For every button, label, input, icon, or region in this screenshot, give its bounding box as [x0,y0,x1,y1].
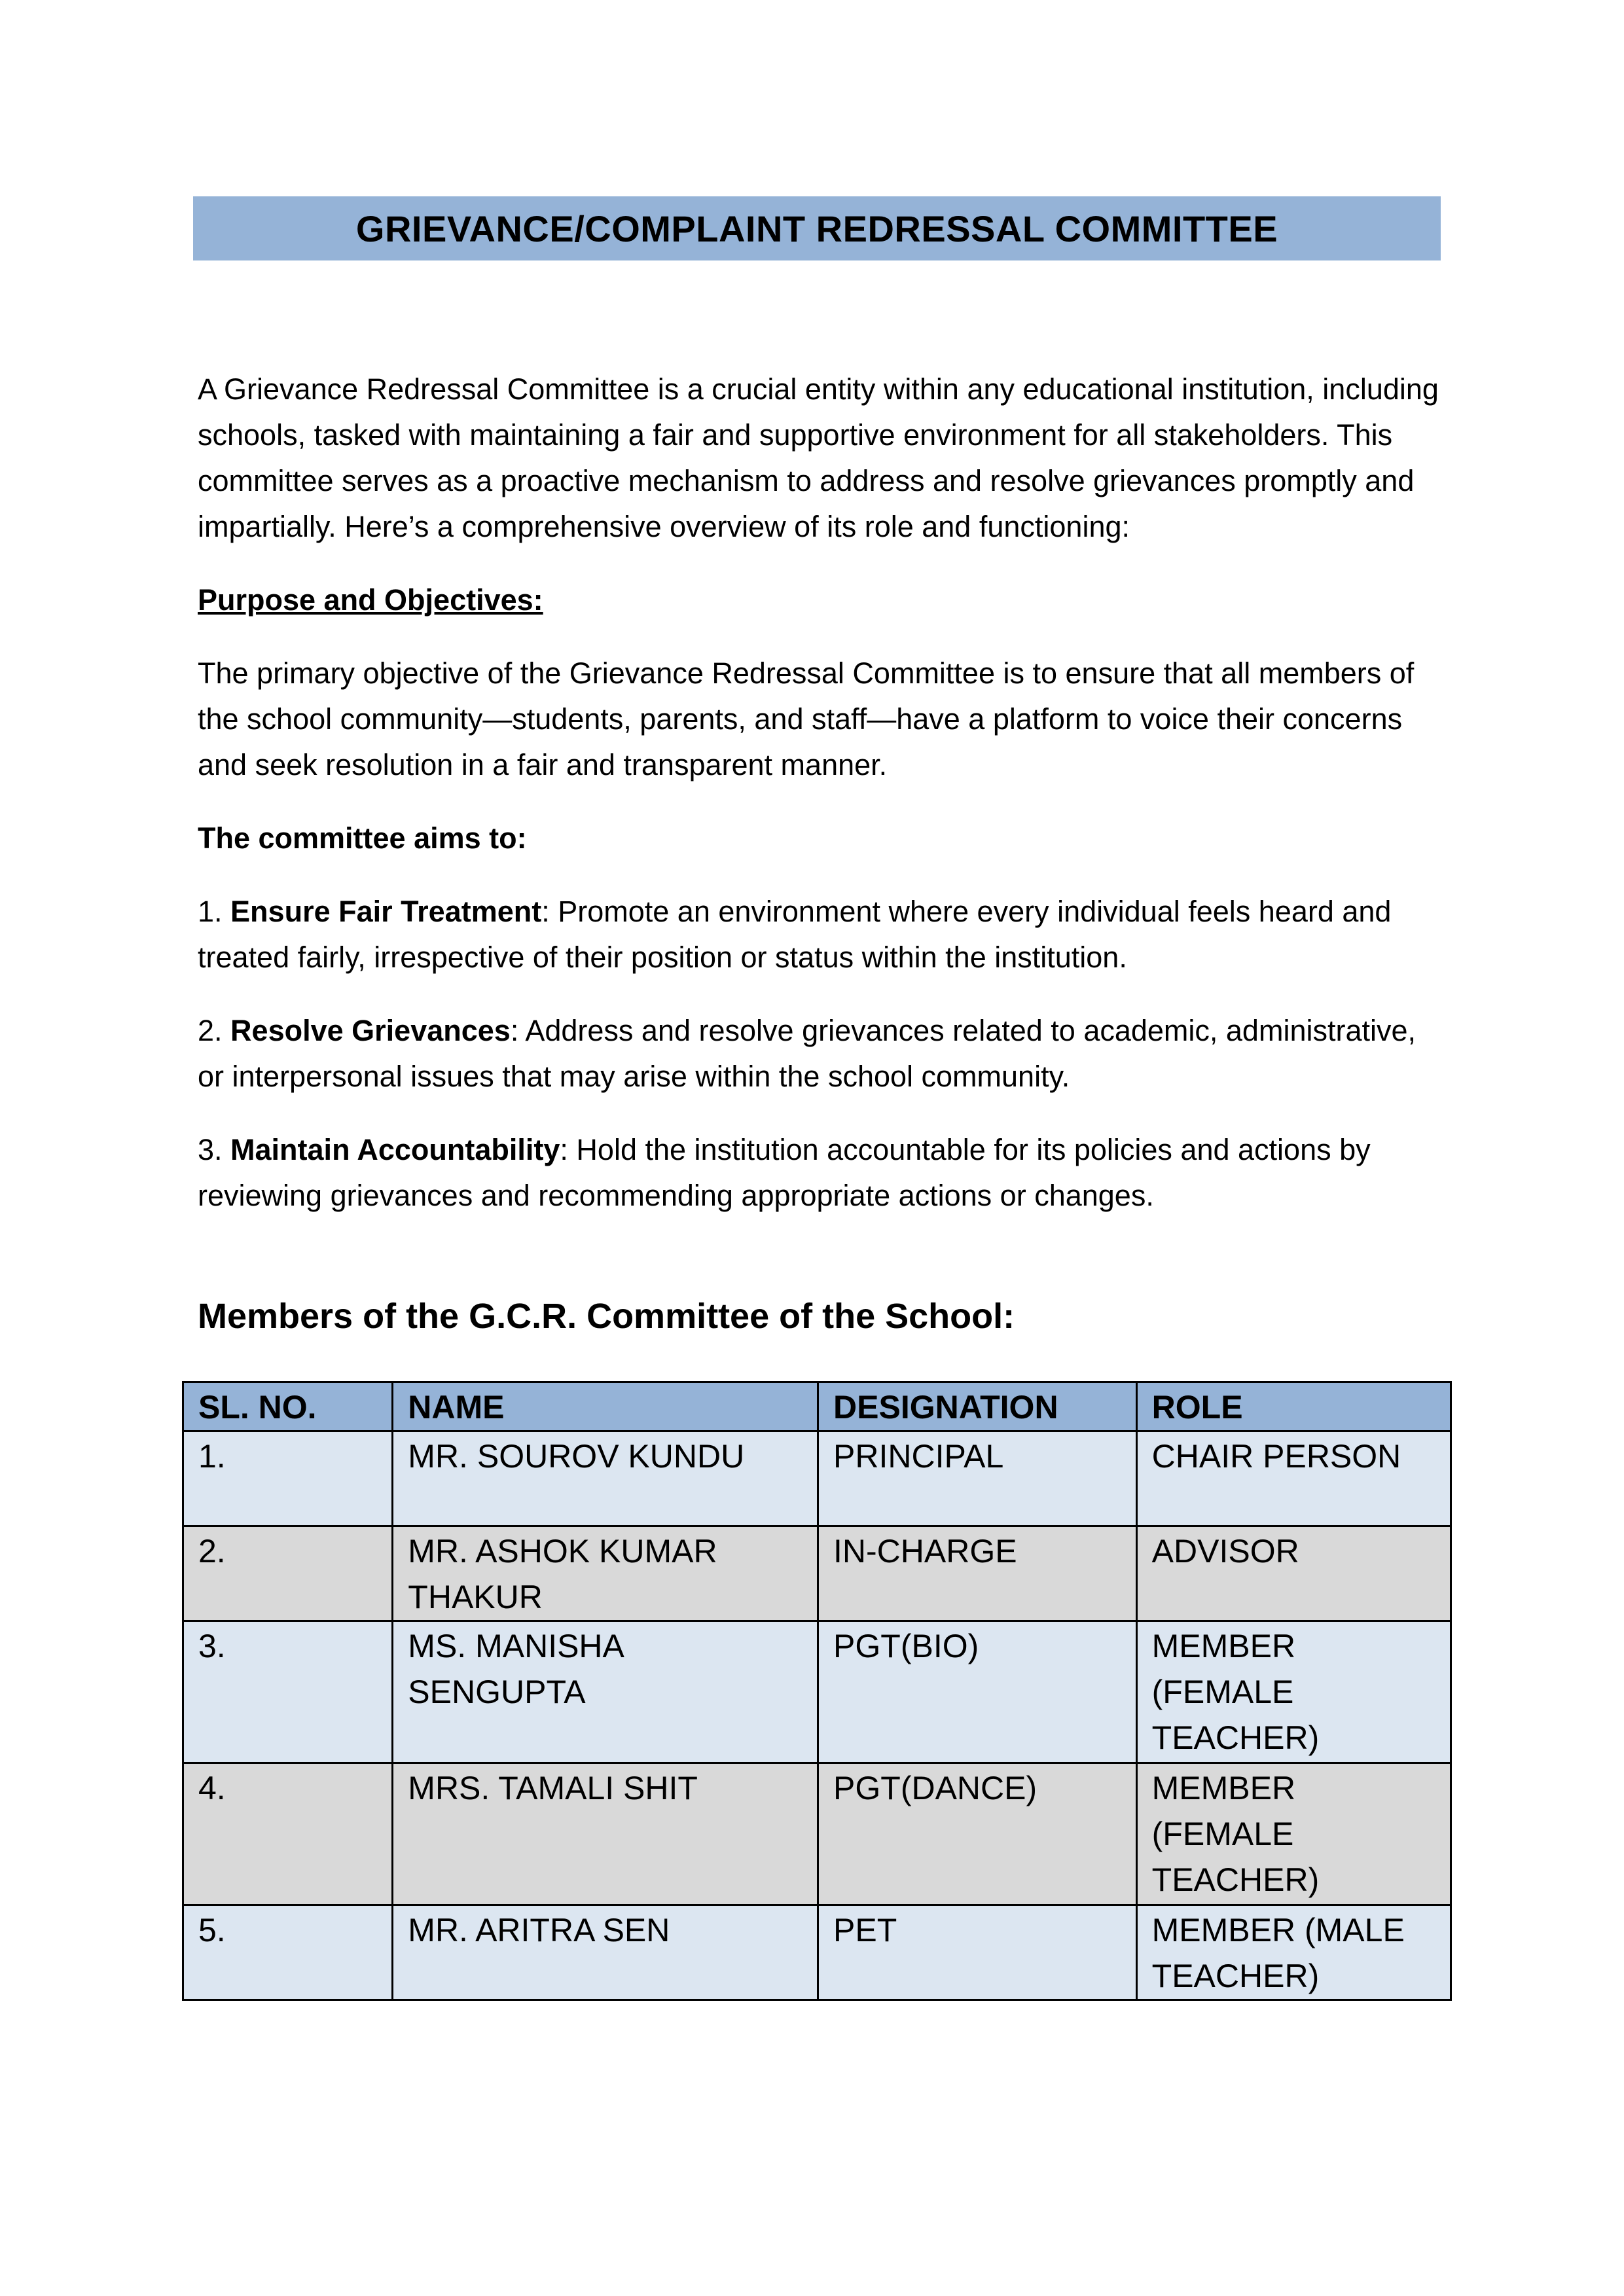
cell-name: MR. ASHOK KUMAR THAKUR [393,1526,818,1621]
members-heading: Members of the G.C.R. Committee of the School: [198,1297,1015,1336]
purpose-paragraph: The primary objective of the Grievance Redressal Committee is to ensure that all members of the school community—students, parents, and staff—have a platform to voice their concerns and seek resolution in a fair and transparent manner. [198,656,1415,781]
cell-sl-no: 3. [183,1621,393,1763]
cell-designation: PGT(DANCE) [818,1763,1137,1905]
header-designation: DESIGNATION [818,1382,1137,1431]
aim-item [198,1008,1441,1100]
aim-number: 3. [198,1133,231,1166]
cell-name: MR. ARITRA SEN [393,1905,818,2000]
header-role: ROLE [1136,1382,1451,1431]
cell-name: MR. SOUROV KUNDU [393,1431,818,1526]
members-table [182,1381,1452,2001]
cell-name: MS. MANISHA SENGUPTA [393,1621,818,1763]
aim-number: 2. [198,1014,231,1047]
table-row [183,1763,1451,1905]
page-title: GRIEVANCE/COMPLAINT REDRESSAL COMMITTEE [355,207,1278,249]
cell-role: MEMBER (MALE TEACHER) [1136,1905,1451,2000]
aim-label: Ensure Fair Treatment [230,895,542,928]
aim-label: Resolve Grievances [230,1014,511,1047]
aims-heading: The committee aims to: [198,821,527,855]
table-header-row [183,1382,1451,1431]
aim-text: : Promote an environment where every individual feels heard and treated fairly, irrespective of their position or status within the institution. [198,895,1392,974]
purpose-heading: Purpose and Objectives: [198,583,543,617]
cell-role: ADVISOR [1136,1526,1451,1621]
intro-paragraph: A Grievance Redressal Committee is a crucial entity within any educational institution, including schools, tasked with maintaining a fair and supportive environment for all stakeholders. This committee serves as a proactive mechanism to address and resolve grievances promptly and impartially. Here’s a comprehensive overview of its role and functioning: [198,372,1439,543]
header-sl-no: SL. NO. [183,1382,393,1431]
page-title-bar [193,196,1441,260]
aim-number: 1. [198,895,231,928]
cell-designation: PRINCIPAL [818,1431,1137,1526]
table-row [183,1526,1451,1621]
cell-sl-no: 4. [183,1763,393,1905]
aim-item [198,889,1441,980]
cell-designation: IN-CHARGE [818,1526,1137,1621]
document-body [198,367,1441,1246]
cell-sl-no: 5. [183,1905,393,2000]
table-row [183,1621,1451,1763]
cell-role: MEMBER (FEMALE TEACHER) [1136,1621,1451,1763]
header-name: NAME [393,1382,818,1431]
table-row [183,1905,1451,2000]
cell-role: MEMBER (FEMALE TEACHER) [1136,1763,1451,1905]
cell-role: CHAIR PERSON [1136,1431,1451,1526]
aim-text: : Hold the institution accountable for its policies and actions by reviewing grievances and recommending appropriate actions or changes. [198,1133,1371,1212]
cell-name: MRS. TAMALI SHIT [393,1763,818,1905]
table-row [183,1431,1451,1526]
cell-sl-no: 1. [183,1431,393,1526]
aim-item [198,1127,1441,1219]
cell-designation: PGT(BIO) [818,1621,1137,1763]
aim-text: : Address and resolve grievances related to academic, administrative, or interpersonal issues that may arise within the school community. [198,1014,1416,1093]
cell-designation: PET [818,1905,1137,2000]
cell-sl-no: 2. [183,1526,393,1621]
aim-label: Maintain Accountability [230,1133,560,1166]
